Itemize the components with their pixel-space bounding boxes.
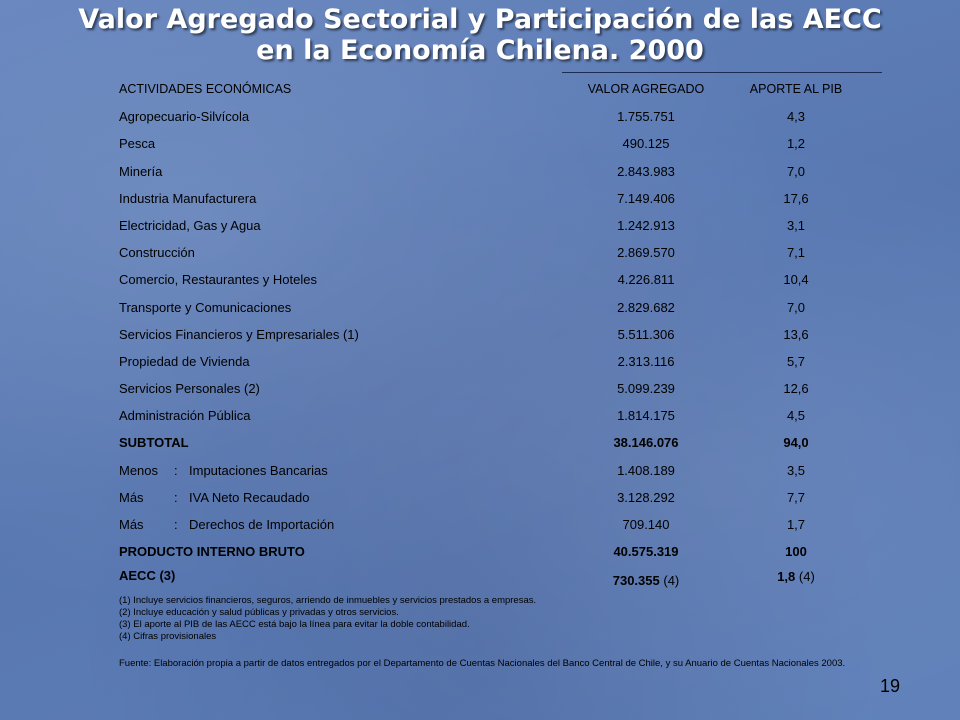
gdp-row (119, 538, 889, 565)
row-label: Minería (119, 163, 163, 179)
adjustment-prefix: Menos (119, 462, 159, 478)
row-value: 2.829.682 (617, 299, 675, 315)
row-share: 5,7 (786, 353, 806, 369)
row-value: 2.313.116 (617, 353, 675, 369)
table-row (119, 212, 889, 239)
row-share: 7,1 (786, 245, 806, 261)
row-label: Electricidad, Gas y Agua (119, 217, 261, 233)
row-value: 5.099.239 (617, 381, 675, 397)
adjustment-label: Derechos de Importación (189, 517, 335, 532)
table-row (119, 375, 889, 402)
gdp-label: PRODUCTO INTERNO BRUTO (119, 544, 305, 560)
table-row (119, 185, 889, 212)
header-gdp-share: APORTE AL PIB (749, 82, 843, 96)
adjustment-row (119, 457, 889, 484)
table-row (119, 294, 889, 321)
row-value: 7.149.406 (617, 190, 675, 206)
row-value: 1.242.913 (617, 217, 675, 233)
aecc-label: AECC (3) (119, 568, 176, 584)
title-line-2: en la Economía Chilena. 2000 (256, 35, 704, 66)
row-value: 5.511.306 (617, 326, 675, 342)
row-label: Administración Pública (119, 408, 251, 424)
row-label: Construcción (119, 245, 195, 261)
row-value: 1.814.175 (617, 408, 675, 424)
row-label: Servicios Financieros y Empresariales (1) (119, 326, 359, 342)
table-row (119, 348, 889, 375)
footnote: (3) El aporte al PIB de las AECC está bajo la línea para evitar la doble contabilidad. (119, 619, 470, 630)
adjustment-row (119, 511, 889, 538)
footnote: (2) Incluye educación y salud públicas y privadas y otros servicios. (119, 607, 399, 618)
footnote: (4) Cifras provisionales (119, 631, 217, 642)
adjustment-colon: : (174, 462, 178, 478)
adjustment-value: 1.408.189 (617, 462, 675, 478)
adjustment-share: 1,7 (786, 517, 806, 532)
row-label: Transporte y Comunicaciones (119, 299, 292, 315)
row-label: Pesca (119, 136, 156, 152)
aecc-value: 730.355 (612, 573, 660, 589)
table-row (119, 103, 889, 130)
footnotes (119, 595, 879, 643)
row-value: 4.226.811 (617, 272, 675, 288)
table-row (119, 130, 889, 157)
adjustment-row (119, 484, 889, 511)
aecc-share-cell (731, 563, 861, 590)
aecc-share-note: (4) (798, 569, 815, 585)
header-value-added: VALOR AGREGADO (587, 82, 705, 96)
row-share: 3,1 (786, 217, 806, 233)
header-activities: ACTIVIDADES ECONÓMICAS (119, 82, 292, 96)
table-row (119, 158, 889, 185)
adjustment-value: 3.128.292 (617, 489, 675, 505)
adjustment-label: Imputaciones Bancarias (189, 462, 328, 478)
row-label: Agropecuario-Silvícola (119, 109, 250, 125)
adjustment-value: 709.140 (622, 517, 670, 532)
value-added-table (119, 76, 889, 593)
row-value: 1.755.751 (617, 109, 675, 125)
adjustment-colon: : (174, 489, 178, 505)
row-value: 2.843.983 (617, 163, 675, 179)
gdp-share: 100 (785, 544, 807, 560)
aecc-share: 1,8 (777, 569, 796, 585)
table-row (119, 321, 889, 348)
row-value: 2.869.570 (617, 245, 675, 261)
row-label: Comercio, Restaurantes y Hoteles (119, 272, 317, 288)
row-label: Industria Manufacturera (119, 190, 257, 206)
row-share: 4,3 (786, 109, 806, 125)
title-line-1: Valor Agregado Sectorial y Participación de las AECC (78, 4, 882, 35)
row-share: 4,5 (786, 408, 806, 424)
subtotal-share: 94,0 (783, 435, 809, 451)
row-share: 1,2 (786, 136, 806, 152)
row-label: Propiedad de Vivienda (119, 353, 250, 369)
adjustment-prefix: Más (119, 517, 144, 532)
row-share: 7,0 (786, 163, 806, 179)
row-share: 17,6 (783, 190, 809, 206)
aecc-value-cell (581, 567, 711, 594)
adjustment-share: 7,7 (786, 489, 806, 505)
adjustment-share: 3,5 (786, 462, 806, 478)
row-share: 10,4 (783, 272, 809, 288)
subtotal-label: SUBTOTAL (119, 435, 189, 451)
subtotal-row (119, 429, 889, 456)
source-note: Fuente: Elaboración propia a partir de datos entregados por el Departamento de Cuentas Nacionales del Banco Central de Chile, y su Anuario de Cuentas Nacionales 2003. (119, 658, 846, 669)
table-row (119, 239, 889, 266)
table-row (119, 266, 889, 293)
page-number: 19 (879, 676, 901, 696)
row-value: 490.125 (622, 136, 670, 152)
subtotal-value: 38.146.076 (613, 435, 679, 451)
aecc-value-note: (4) (663, 573, 680, 589)
row-share: 7,0 (786, 299, 806, 315)
table-header (119, 76, 889, 103)
adjustment-label: IVA Neto Recaudado (189, 489, 310, 505)
slide-title (0, 4, 960, 66)
row-share: 13,6 (783, 326, 809, 342)
adjustment-prefix: Más (119, 489, 144, 505)
gdp-value: 40.575.319 (613, 544, 679, 560)
footnote: (1) Incluye servicios financieros, seguros, arriendo de inmuebles y servicios prestados a empresas. (119, 595, 537, 606)
title-underline (562, 72, 882, 73)
aecc-row (119, 565, 889, 592)
row-label: Servicios Personales (2) (119, 381, 260, 397)
table-row (119, 402, 889, 429)
adjustment-colon: : (174, 517, 178, 532)
row-share: 12,6 (783, 381, 809, 397)
